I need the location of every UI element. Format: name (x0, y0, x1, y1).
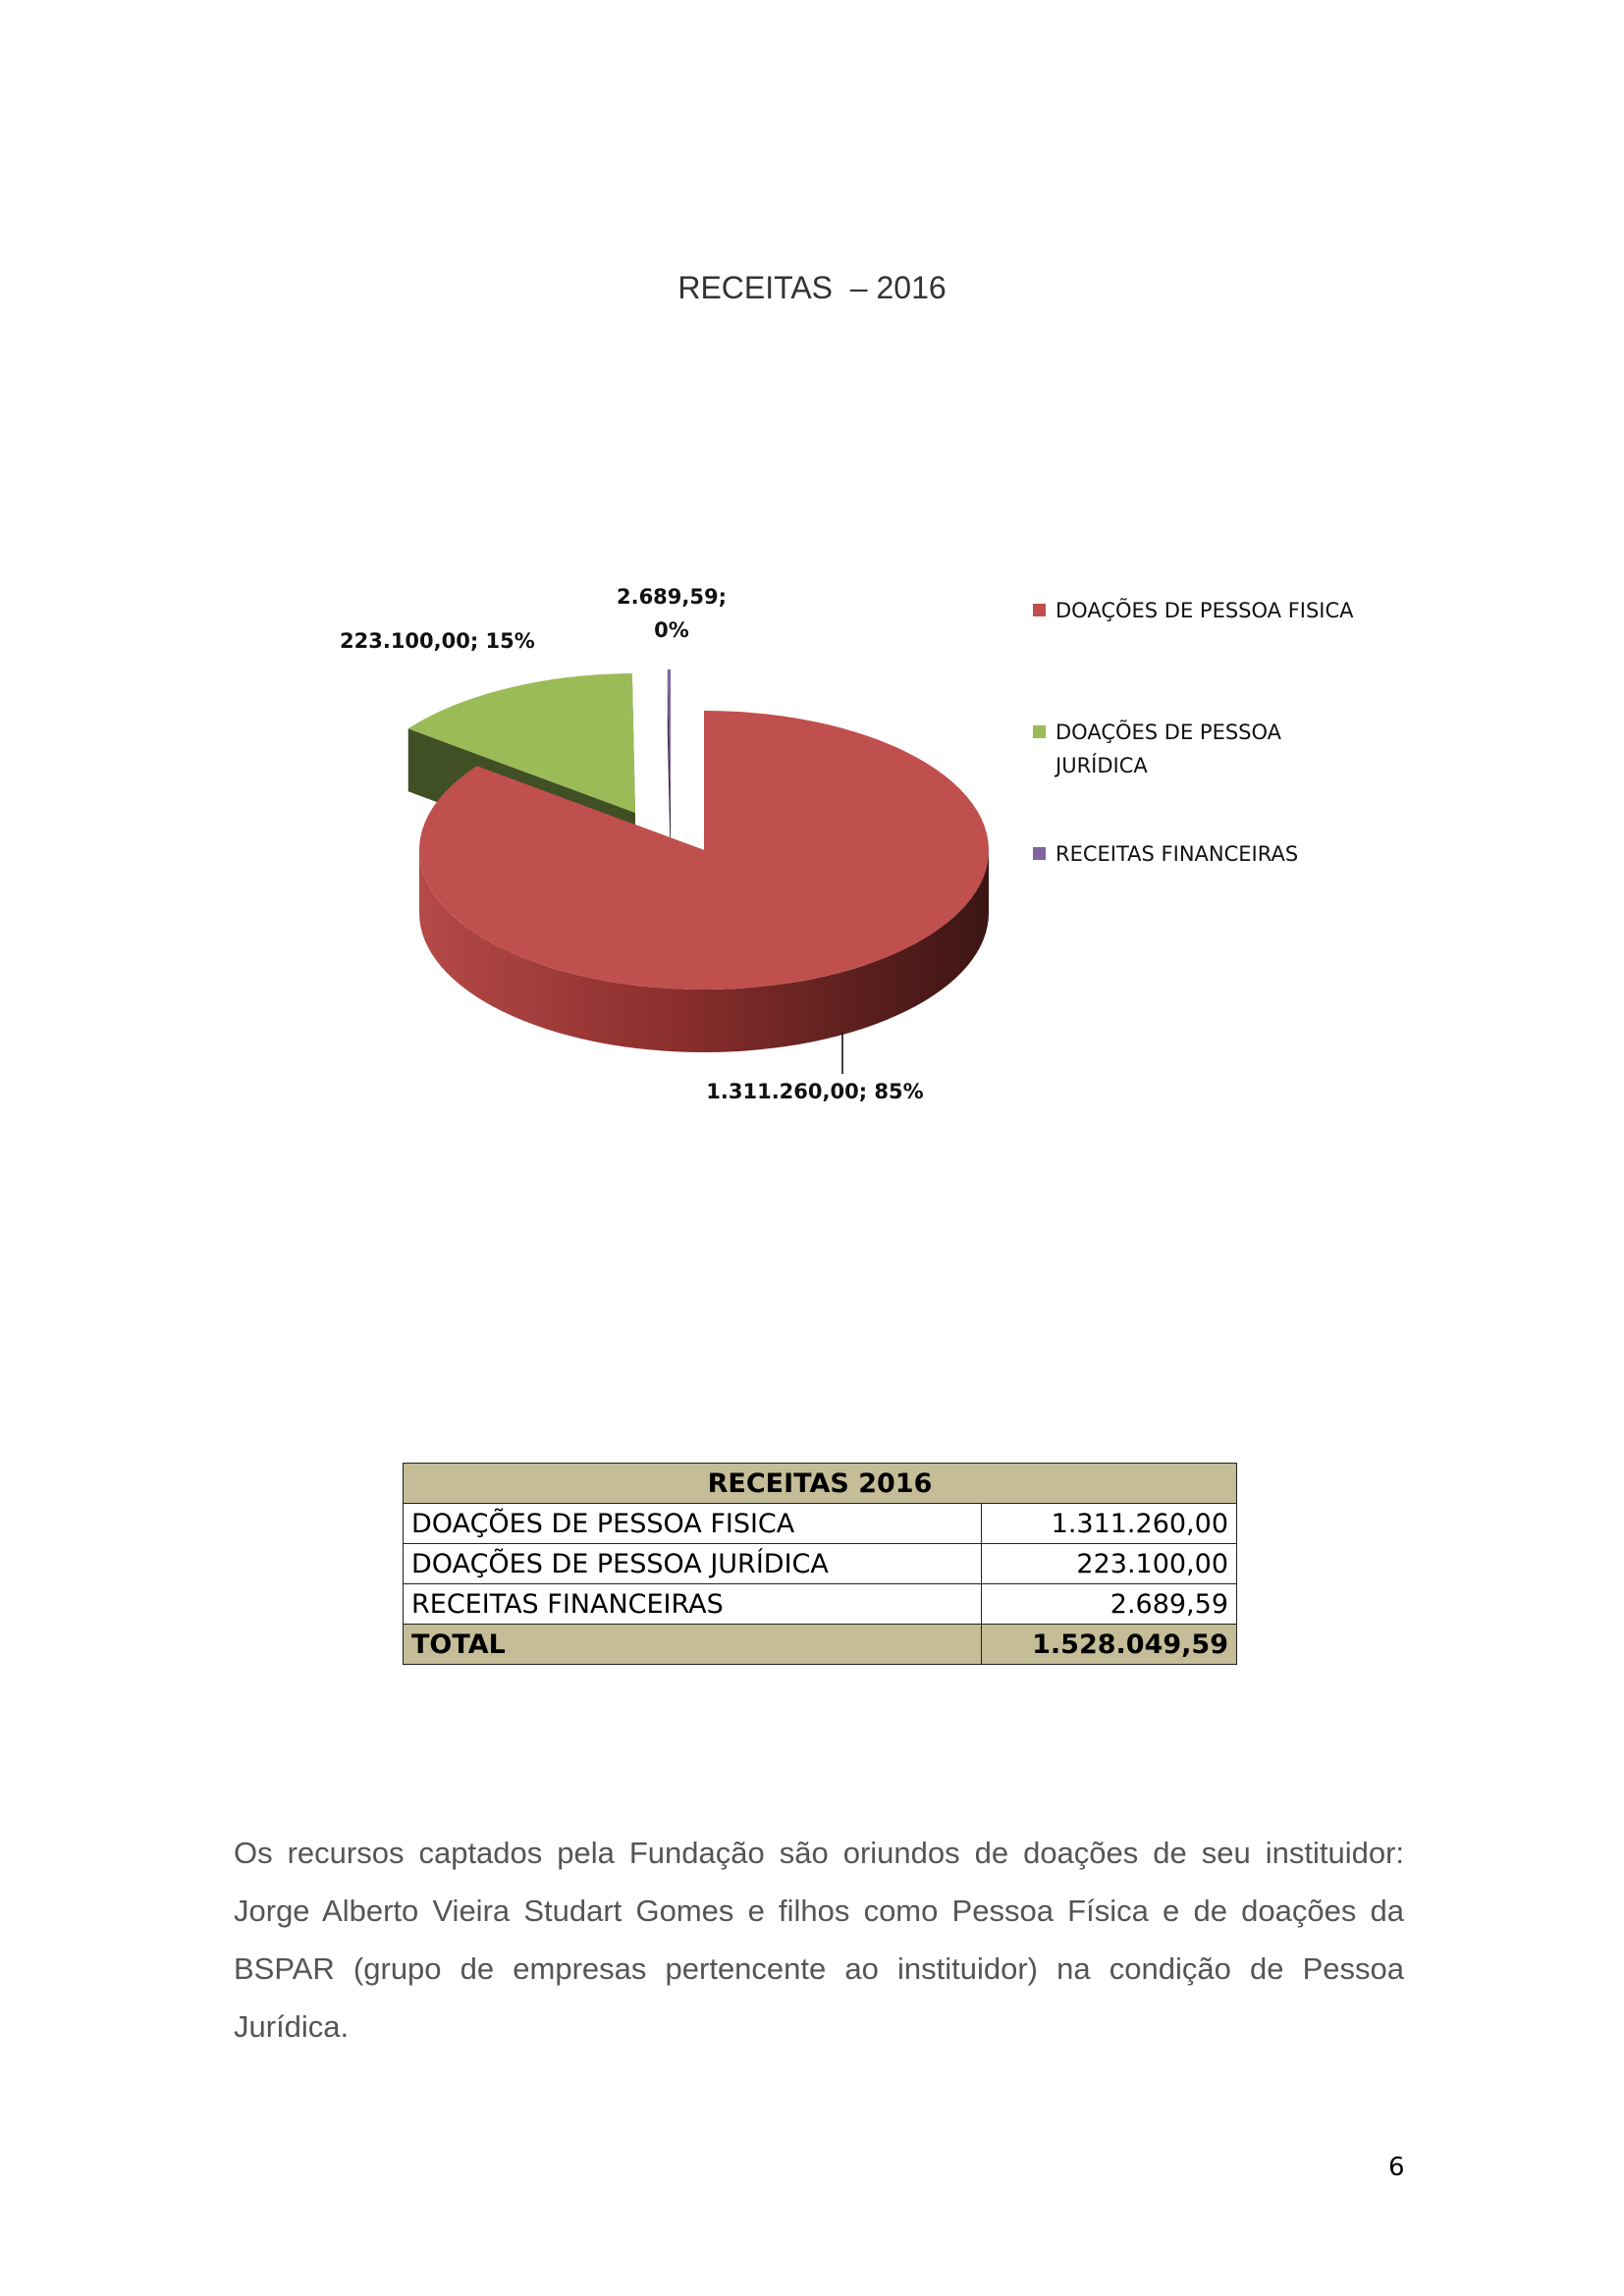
table-total-row (404, 1625, 1237, 1665)
table-cell-value: 2.689,59 (982, 1584, 1237, 1625)
data-label-receitas-financeiras: 2.689,59; 0% (616, 585, 728, 642)
table-header: RECEITAS 2016 (404, 1464, 1237, 1504)
table-total-label: TOTAL (404, 1625, 982, 1665)
body-paragraph: Os recursos captados pela Fundação são oriundos de doações de seu instituidor: Jorge Alberto Vieira Studart Gomes e filhos como Pessoa Física e de doações da BSPAR (grupo de empresas pertencente ao instituidor) na condição de Pessoa Jurídica. (234, 1836, 1404, 2044)
data-label-doa-es-de-pessoa-jur-dica: 223.100,00; 15% (340, 629, 535, 653)
table-total-value: 1.528.049,59 (982, 1625, 1237, 1665)
table-cell-label: RECEITAS FINANCEIRAS (404, 1584, 982, 1625)
table-cell-label: DOAÇÕES DE PESSOA FISICA (404, 1504, 982, 1544)
legend-item-pessoa-fisica (1033, 594, 1357, 627)
table-cell-value: 223.100,00 (982, 1544, 1237, 1584)
table-row (404, 1504, 1237, 1544)
legend-label: RECEITAS FINANCEIRAS (1056, 842, 1299, 866)
legend-swatch (1033, 847, 1046, 860)
table-header-row (404, 1464, 1237, 1504)
table-row (404, 1584, 1237, 1625)
receitas-table (403, 1463, 1237, 1665)
legend-label: DOAÇÕES DE PESSOA JURÍDICA (1056, 721, 1282, 777)
page-number: 6 (1388, 2153, 1405, 2182)
table-cell-label: DOAÇÕES DE PESSOA JURÍDICA (404, 1544, 982, 1584)
chart-title: RECEITAS – 2016 (677, 270, 947, 305)
legend-swatch (1033, 725, 1046, 738)
data-label-doa-es-de-pessoa-fisica: 1.311.260,00; 85% (706, 1080, 924, 1103)
legend-swatch (1033, 604, 1046, 616)
table-row (404, 1544, 1237, 1584)
table-cell-value: 1.311.260,00 (982, 1504, 1237, 1544)
legend-item-receitas-financeiras (1033, 837, 1357, 871)
legend-label: DOAÇÕES DE PESSOA FISICA (1056, 599, 1354, 622)
legend-item-pessoa-juridica (1033, 716, 1357, 782)
